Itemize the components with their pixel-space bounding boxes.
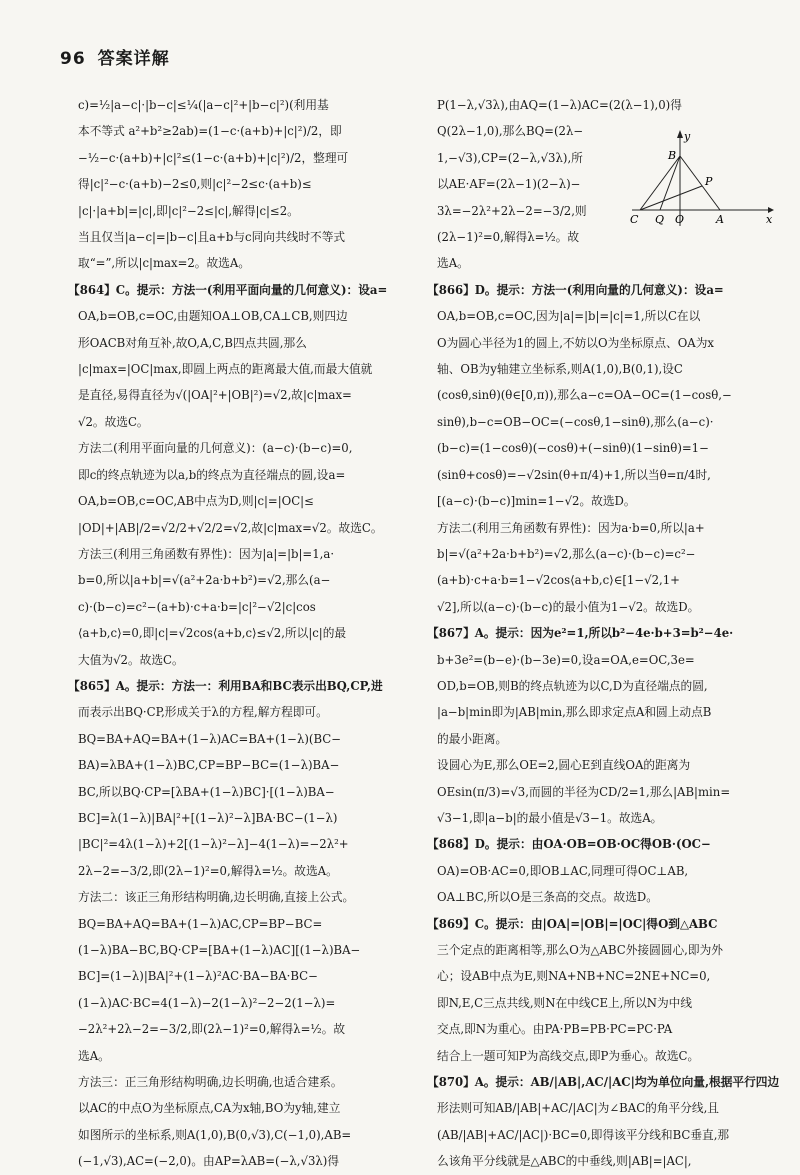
label-P: P — [705, 175, 713, 188]
text-line: 1,−√3),CP=(2−λ,√3λ),所 — [437, 150, 583, 165]
segment-BQ — [660, 156, 680, 210]
text-line: ⟨a+b,c⟩=0,即|c|=√2cos⟨a+b,c⟩≤√2,所以|c|的最 — [78, 626, 347, 641]
answer-865-heading: 【865】A。提示：方法一：利用BA和BC表示出BQ,CP,进 — [68, 678, 383, 693]
text-line: P(1−λ,√3λ),由AQ=(1−λ)AC=(2(λ−1),0)得 — [437, 98, 682, 112]
triangle-diagram — [628, 130, 774, 226]
text-line: 本不等式 a²+b²≥2ab)=(1−c·(a+b)+|c|²)/2，即 — [78, 124, 342, 139]
text-line: [(a−c)·(b−c)]min=1−√2。故选D。 — [437, 494, 636, 509]
text-line: 方法二：该正三角形结构明确,边长明确,直接上公式。 — [78, 890, 355, 905]
y-axis-arrow — [677, 130, 683, 138]
text-line: √2。故选C。 — [78, 414, 149, 429]
text-line: −2λ²+2λ−2=−3/2,即(2λ−1)²=0,解得λ=½。故 — [78, 1022, 346, 1037]
text-line: (cosθ,sinθ)(θ∈[0,π)),那么a−c=OA−OC=(1−cosθ,− — [437, 388, 732, 403]
text-line: BA)=λBA+(1−λ)BC,CP=BP−BC=(1−λ)BA− — [78, 758, 340, 773]
text-line: 方法二(利用三角函数有界性)：因为a·b=0,所以|a+ — [437, 520, 705, 535]
text-line: OEsin(π/3)=√3,而圆的半径为CD/2=1,那么|AB|min= — [437, 784, 731, 799]
label-B: B — [668, 149, 677, 162]
text-line: BC]=(1−λ)|BA|²+(1−λ)²AC·BA−BA·BC− — [78, 969, 318, 984]
text-line: (1−λ)BA−BC,BQ·CP=[BA+(1−λ)AC][(1−λ)BA− — [78, 943, 361, 957]
text-line: b=0,所以|a+b|=√(a²+2a·b+b²)=√2,那么(a− — [78, 573, 331, 588]
left-column — [68, 92, 421, 1175]
answer-870-heading: 【870】A。提示：AB/|AB|,AC/|AC|均为单位向量,根据平行四边 — [427, 1075, 780, 1090]
text-line: |a−b|min即为|AB|min,那么即求定点A和圆上动点B — [437, 705, 712, 720]
text-line: (a+b)·c+a·b=1−√2cos⟨a+b,c⟩∈[1−√2,1+ — [437, 573, 680, 588]
text-line: |c|·|a+b|=|c|,即|c|²−2≤|c|,解得|c|≤2。 — [78, 203, 299, 218]
coordinate-figure — [628, 130, 774, 226]
text-line: 大值为√2。故选C。 — [78, 652, 184, 667]
text-line: 结合上一题可知P为高线交点,即P为垂心。故选C。 — [437, 1048, 700, 1063]
text-line: 选A。 — [78, 1048, 110, 1063]
segment-BA — [680, 156, 720, 210]
right-column — [427, 92, 780, 1175]
text-line: OA⊥BC,所以O是三条高的交点。故选D。 — [437, 890, 658, 905]
text-line: |OD|+|AB|/2=√2/2+√2/2=√2,故|c|max=√2。故选C。 — [78, 520, 383, 535]
text-line: 设圆心为E,那么OE=2,圆心E到直线OA的距离为 — [437, 758, 691, 773]
text-line: 交点,即N为重心。由PA·PB=PB·PC=PC·PA — [437, 1022, 673, 1037]
text-line: sinθ),b−c=OB−OC=(−cosθ,1−sinθ),那么(a−c)· — [437, 414, 714, 429]
label-A: A — [716, 213, 724, 226]
text-line: 方法三：正三角形结构明确,边长明确,也适合建系。 — [78, 1075, 343, 1090]
text-line: (1−λ)AC·BC=4(1−λ)−2(1−λ)²−2−2(1−λ)= — [78, 995, 336, 1010]
label-O: O — [675, 213, 685, 226]
text-line: OA)=OB·AC=0,即OB⊥AC,同理可得OC⊥AB, — [437, 863, 689, 878]
answer-868-heading: 【868】D。提示：由OA·OB=OB·OC得OB·(OC− — [427, 837, 711, 852]
text-line: 当且仅当|a−c|=|b−c|且a+b与c同向共线时不等式 — [78, 230, 346, 245]
label-Q: Q — [655, 213, 665, 226]
text-line: 选A。 — [437, 256, 469, 271]
text-line: (sinθ+cosθ)=−√2sin(θ+π/4)+1,所以当θ=π/4时, — [437, 467, 711, 482]
text-line: 形法则可知AB/|AB|+AC/|AC|为∠BAC的角平分线,且 — [437, 1101, 719, 1116]
page-title: 答案详解 — [97, 49, 170, 69]
text-line: 心；设AB中点为E,则NA+NB+NC=2NE+NC=0, — [437, 969, 711, 984]
text-line: OD,b=OB,则B的终点轨迹为以C,D为直径端点的圆, — [437, 678, 708, 693]
text-line: OA,b=OB,c=OC,AB中点为D,则|c|=|OC|≤ — [78, 494, 314, 509]
text-line: 3λ=−2λ²+2λ−2=−3/2,则 — [437, 203, 587, 218]
text-line: 是直径,易得直径为√(|OA|²+|OB|²)=√2,故|c|max= — [78, 388, 352, 403]
text-line: c)·(b−c)=c²−(a+b)·c+a·b=|c|²−√2|c|cos — [78, 599, 316, 614]
text-line: c)=½|a−c|·|b−c|≤¼(|a−c|²+|b−c|²)(利用基 — [78, 98, 329, 112]
answer-869-heading: 【869】C。提示：由|OA|=|OB|=|OC|得O到△ABC — [427, 916, 718, 931]
text-line: 取“=”,所以|c|max=2。故选A。 — [78, 256, 251, 271]
text-line: Q(2λ−1,0),那么BQ=(2λ− — [437, 124, 584, 139]
text-line: 得|c|²−c·(a+b)−2≤0,则|c|²−2≤c·(a+b)≤ — [78, 177, 312, 192]
text-line: 么该角平分线就是△ABC的中垂线,则|AB|=|AC|, — [437, 1154, 692, 1169]
text-line: BQ=BA+AQ=BA+(1−λ)AC,CP=BP−BC= — [78, 916, 323, 931]
text-line: BC]=λ(1−λ)|BA|²+[(1−λ)²−λ]BA·BC−(1−λ) — [78, 810, 338, 825]
text-line: 轴、OB为y轴建立坐标系,则A(1,0),B(0,1),设C — [437, 362, 683, 377]
text-line: 以AE·AF=(2λ−1)(2−λ)− — [437, 177, 581, 192]
text-line: −½−c·(a+b)+|c|²≤(1−c·(a+b)+|c|²)/2，整理可 — [78, 150, 349, 165]
text-line: (b−c)=(1−cosθ)(−cosθ)+(−sinθ)(1−sinθ)=1− — [437, 441, 709, 456]
text-line: 形OACB对角互补,故O,A,C,B四点共圆,那么 — [78, 335, 307, 350]
text-line: √3−1,即|a−b|的最小值是√3−1。故选A。 — [437, 810, 663, 825]
text-line: 而表示出BQ·CP,形成关于λ的方程,解方程即可。 — [78, 705, 328, 720]
answer-867-heading: 【867】A。提示：因为e²=1,所以b²−4e·b+3=b²−4e· — [427, 626, 734, 641]
label-x: x — [766, 213, 773, 226]
text-line: (2λ−1)²=0,解得λ=½。故 — [437, 230, 580, 245]
text-line: |BC|²=4λ(1−λ)+2[(1−λ)²−λ]−4(1−λ)=−2λ²+ — [78, 837, 349, 852]
text-line: O为圆心半径为1的圆上,不妨以O为坐标原点、OA为x — [437, 335, 714, 350]
text-line: OA,b=OB,c=OC,由题知OA⊥OB,CA⊥CB,则四边 — [78, 309, 348, 324]
text-line: BQ=BA+AQ=BA+(1−λ)AC=BA+(1−λ)(BC− — [78, 731, 342, 746]
label-C: C — [630, 213, 639, 226]
text-line: √2],所以(a−c)·(b−c)的最小值为1−√2。故选D。 — [437, 599, 700, 614]
text-line: 即N,E,C三点共线,则N在中线CE上,所以N为中线 — [437, 995, 693, 1010]
page-number: 96 — [60, 49, 86, 69]
label-y: y — [684, 130, 691, 143]
text-line: |c|max=|OC|max,即圆上两点的距离最大值,而最大值就 — [78, 362, 373, 377]
answer-864-heading: 【864】C。提示：方法一(利用平面向量的几何意义)：设a= — [68, 282, 388, 297]
page-header — [60, 44, 170, 70]
text-line: 2λ−2=−3/2,即(2λ−1)²=0,解得λ=½。故选A。 — [78, 863, 338, 878]
text-line: BC,所以BQ·CP=[λBA+(1−λ)BC]·[(1−λ)BA− — [78, 784, 335, 799]
text-line: (−1,√3),AC=(−2,0)。由AP=λAB=(−λ,√3λ)得 — [78, 1154, 340, 1169]
text-line: OA,b=OB,c=OC,因为|a|=|b|=|c|=1,所以C在以 — [437, 309, 701, 324]
text-line: 三个定点的距离相等,那么O为△ABC外接圆圆心,即为外 — [437, 943, 723, 957]
text-line: b+3e²=(b−e)·(b−3e)=0,设a=OA,e=OC,3e= — [437, 652, 695, 667]
text-line: 方法三(利用三角函数有界性)：因为|a|=|b|=1,a· — [78, 546, 335, 561]
answer-866-heading: 【866】D。提示：方法一(利用向量的几何意义)：设a= — [427, 282, 724, 297]
text-line: b|=√(a²+2a·b+b²)=√2,那么(a−c)·(b−c)=c²− — [437, 546, 696, 561]
text-line: (AB/|AB|+AC/|AC|)·BC=0,即得该平分线和BC垂直,那 — [437, 1127, 730, 1142]
text-line: 如图所示的坐标系,则A(1,0),B(0,√3),C(−1,0),AB= — [78, 1127, 352, 1142]
text-line: 方法二(利用平面向量的几何意义)：(a−c)·(b−c)=0, — [78, 441, 353, 456]
text-line: 即c的终点轨迹为以a,b的终点为直径端点的圆,设a= — [78, 467, 346, 482]
text-line: 以AC的中点O为坐标原点,CA为x轴,BO为y轴,建立 — [78, 1101, 341, 1116]
text-line: 的最小距离。 — [437, 731, 508, 746]
